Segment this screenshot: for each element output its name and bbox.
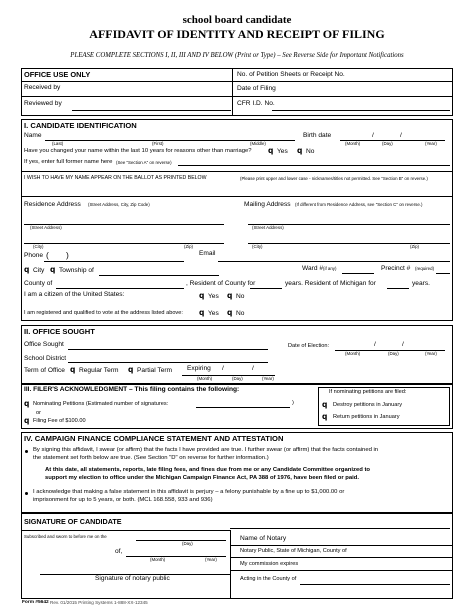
ward-note: (if any) bbox=[323, 266, 337, 271]
petitions-filed-label: If nominating petitions are filed: bbox=[329, 389, 407, 395]
signature-divider bbox=[230, 530, 231, 599]
years-label: years. bbox=[412, 280, 430, 287]
statement-line-1: By signing this affidavit, I swear (or affirm) that the facts I have provided are true. I further swear (or affirm) that the facts contained in bbox=[33, 447, 379, 453]
received-by-label: Received by bbox=[24, 84, 61, 91]
school-district-label: School District bbox=[24, 355, 67, 362]
ward-field[interactable] bbox=[342, 273, 374, 274]
subscribed-label: Subscribed and sworn to before me on the bbox=[24, 534, 107, 539]
zip-caption: (Zip) bbox=[184, 244, 194, 249]
township-checkbox[interactable]: q bbox=[50, 265, 56, 274]
petition-sheets-label: No. of Petition Sheets or Receipt No. bbox=[237, 71, 345, 78]
filing-fee-label: Filing Fee of $100.00 bbox=[33, 418, 86, 424]
filing-fee-checkbox[interactable]: q bbox=[24, 416, 30, 425]
bullet-icon bbox=[25, 450, 28, 453]
no-checkbox[interactable]: q bbox=[297, 146, 303, 155]
form-number: Form #5642 bbox=[22, 600, 49, 605]
city-checkbox[interactable]: q bbox=[24, 265, 30, 274]
precinct-note: (required) bbox=[415, 266, 435, 271]
registered-no-label: No bbox=[236, 310, 245, 317]
signature-title: SIGNATURE OF CANDIDATE bbox=[24, 517, 122, 526]
close-paren: ) bbox=[292, 400, 294, 406]
citizen-no-label: No bbox=[236, 293, 245, 300]
zip-caption: (Zip) bbox=[410, 244, 420, 249]
residence-address-label: Residence Address bbox=[24, 201, 81, 208]
township-of-label: Township of bbox=[59, 267, 94, 274]
acting-county-field[interactable] bbox=[300, 584, 450, 585]
yes-checkbox[interactable]: q bbox=[268, 146, 274, 155]
office-use-divider bbox=[232, 68, 233, 116]
nominating-checkbox[interactable]: q bbox=[24, 399, 30, 408]
expiring-label: Expiring bbox=[187, 365, 211, 372]
nominating-label: Nominating Petitions (Estimated number of signatures: bbox=[33, 401, 169, 407]
ward-label: Ward # bbox=[302, 265, 324, 272]
slash: / bbox=[374, 341, 376, 348]
office-divider bbox=[22, 96, 232, 97]
slash: / bbox=[252, 365, 254, 372]
email-field[interactable] bbox=[218, 261, 450, 262]
street-caption: (Street Address) bbox=[252, 225, 284, 230]
changed-name-question: Have you changed your name within the last 10 years for reasons other than marriage? bbox=[24, 148, 252, 154]
citizen-no-checkbox[interactable]: q bbox=[227, 291, 233, 300]
return-checkbox[interactable]: q bbox=[322, 412, 328, 421]
registered-yes-checkbox[interactable]: q bbox=[199, 308, 205, 317]
acting-county-label: Acting in the County of bbox=[240, 576, 297, 582]
email-label: Email bbox=[199, 250, 216, 257]
year-caption: (Year) bbox=[425, 141, 437, 146]
regular-term-checkbox[interactable]: q bbox=[70, 365, 76, 374]
return-label: Return petitions in January bbox=[333, 414, 400, 420]
or-label: or bbox=[36, 410, 41, 416]
year-caption: (Year) bbox=[262, 376, 274, 381]
township-field[interactable] bbox=[99, 275, 219, 276]
revision-text: Rev. 01/2015 Printing Systems 1-888-XX-12345 bbox=[50, 600, 148, 605]
statement-line-2: the statement set forth below are true. (See Section "D" on reverse for further information.) bbox=[33, 455, 269, 461]
signatures-field[interactable] bbox=[196, 407, 290, 408]
no-label: No bbox=[306, 148, 315, 155]
registered-no-checkbox[interactable]: q bbox=[227, 308, 233, 317]
former-name-label: If yes, enter full former name here bbox=[24, 159, 113, 165]
partial-term-label: Partial Term bbox=[137, 367, 173, 374]
commission-expires-label: My commission expires bbox=[240, 561, 299, 567]
signature-divider bbox=[231, 557, 453, 558]
cfr-id-field[interactable] bbox=[272, 110, 450, 111]
phone-paren: ( bbox=[46, 250, 49, 260]
office-divider bbox=[22, 81, 232, 82]
last-caption: (Last) bbox=[52, 141, 64, 146]
bold-statement-2: support my election to office under the Michigan Campaign Finance Act, PA 388 of 1976, have been filed or paid. bbox=[45, 475, 360, 481]
resident-county-label: , Resident of County for bbox=[186, 280, 256, 287]
of-label: of, bbox=[115, 548, 123, 555]
reviewed-by-label: Reviewed by bbox=[24, 100, 62, 107]
registered-question: I am registered and qualified to vote at the address listed above: bbox=[24, 310, 183, 316]
phone-field[interactable] bbox=[44, 261, 184, 262]
school-district-field[interactable] bbox=[68, 362, 268, 363]
month-caption: (Month) bbox=[345, 141, 361, 146]
phone-paren: ) bbox=[66, 250, 69, 260]
city-option-label: City bbox=[33, 267, 45, 274]
office-sought-field[interactable] bbox=[68, 349, 268, 350]
office-divider bbox=[233, 96, 452, 97]
mailing-address-note: (If different from Residence Address, see "Section C" on reverse.) bbox=[295, 202, 423, 207]
signature-divider bbox=[231, 570, 453, 571]
partial-term-checkbox[interactable]: q bbox=[128, 365, 134, 374]
office-use-title: OFFICE USE ONLY bbox=[24, 70, 91, 79]
first-caption: (First) bbox=[152, 141, 164, 146]
section-2-title: II. OFFICE SOUGHT bbox=[24, 327, 95, 336]
instructions-text: PLEASE COMPLETE SECTIONS I, II, III AND IV BELOW (Print or Type) – See Reverse Side for Important Notifications bbox=[70, 52, 404, 59]
month-caption: (Month) bbox=[345, 351, 361, 356]
regular-term-label: Regular Term bbox=[79, 367, 119, 374]
resident-michigan-label: years. Resident of Michigan for bbox=[285, 280, 376, 287]
former-name-field[interactable] bbox=[178, 165, 450, 166]
mailing-city-field[interactable] bbox=[248, 243, 450, 244]
name-of-notary-label: Name of Notary bbox=[240, 535, 287, 542]
name-label: Name bbox=[24, 132, 42, 139]
section-divider bbox=[21, 530, 230, 531]
signature-divider bbox=[231, 545, 453, 546]
bullet-icon bbox=[25, 492, 28, 495]
bold-statement-1: At this date, all statements, reports, late filing fees, and fines due from me or any Candidate Committee organized to bbox=[45, 467, 371, 473]
section-divider bbox=[21, 171, 453, 172]
mailing-address-label: Mailing Address bbox=[244, 201, 291, 208]
office-divider bbox=[233, 81, 452, 82]
destroy-checkbox[interactable]: q bbox=[322, 400, 328, 409]
yes-label: Yes bbox=[277, 148, 288, 155]
street-caption: (Street Address) bbox=[30, 225, 62, 230]
section-divider bbox=[21, 196, 453, 197]
slash: / bbox=[222, 365, 224, 372]
day-field[interactable] bbox=[136, 540, 226, 541]
destroy-label: Destroy petitions in January bbox=[333, 402, 403, 408]
day-caption: (Day) bbox=[388, 351, 399, 356]
day-caption: (Day) bbox=[382, 141, 393, 146]
former-name-note: (See "Section A" on reverse) bbox=[116, 160, 172, 165]
ballot-name-note: (Please print upper and lower case - nicknames/titles not permitted. See "Section B" on reverse.) bbox=[240, 176, 428, 181]
birth-date-label: Birth date bbox=[303, 132, 332, 139]
county-field[interactable] bbox=[56, 288, 184, 289]
county-years-field[interactable] bbox=[250, 288, 282, 289]
notary-county-label: Notary Public, State of Michigan, County of bbox=[240, 548, 347, 554]
notary-signature-label: Signature of notary public bbox=[95, 575, 170, 582]
citizen-yes-checkbox[interactable]: q bbox=[199, 291, 205, 300]
slash: / bbox=[372, 132, 374, 139]
middle-caption: (Middle) bbox=[250, 141, 266, 146]
term-of-office-label: Term of Office bbox=[24, 367, 65, 374]
city-caption: (City) bbox=[33, 244, 44, 249]
cfr-id-label: CFR I.D. No. bbox=[237, 100, 275, 107]
day-caption: (Day) bbox=[182, 541, 193, 546]
residence-city-field[interactable] bbox=[24, 243, 224, 244]
michigan-years-field[interactable] bbox=[387, 288, 409, 289]
month-caption: (Month) bbox=[150, 557, 166, 562]
day-caption: (Day) bbox=[232, 376, 243, 381]
reviewed-by-field[interactable] bbox=[72, 110, 231, 111]
slash: / bbox=[400, 132, 402, 139]
citizen-question: I am a citizen of the United States: bbox=[24, 291, 125, 298]
citizen-yes-label: Yes bbox=[208, 293, 219, 300]
perjury-line-1: I acknowledge that making a false statement in this affidavit is perjury – a felony punishable by a fine up to $1,000.00 or bbox=[33, 489, 345, 495]
candidate-signature-field[interactable] bbox=[230, 528, 450, 529]
year-caption: (Year) bbox=[425, 351, 437, 356]
date-of-election-label: Date of Election: bbox=[288, 343, 330, 349]
section-3-title: III. FILER'S ACKNOWLEDGMENT – This filing contains the following: bbox=[24, 386, 240, 393]
form-title: AFFIDAVIT OF IDENTITY AND RECEIPT OF FILING bbox=[89, 27, 385, 41]
form-subtitle: school board candidate bbox=[182, 14, 292, 26]
county-of-label: County of bbox=[24, 280, 53, 287]
residence-address-note: (Street Address, City, Zip Code) bbox=[88, 202, 150, 207]
perjury-line-2: imprisonment for up to 5 years, or both. (MCL 168.558, 933 and 936) bbox=[33, 497, 213, 503]
date-of-filing-label: Date of Filing bbox=[237, 85, 276, 92]
phone-label: Phone bbox=[24, 252, 44, 259]
precinct-label: Precinct # bbox=[381, 265, 411, 272]
office-sought-label: Office Sought bbox=[24, 341, 64, 348]
section-1-title: I. CANDIDATE IDENTIFICATION bbox=[24, 121, 137, 130]
month-caption: (Month) bbox=[197, 376, 213, 381]
registered-yes-label: Yes bbox=[208, 310, 219, 317]
ballot-name-label: I WISH TO HAVE MY NAME APPEAR ON THE BALLOT AS PRINTED BELOW bbox=[24, 175, 207, 181]
precinct-field[interactable] bbox=[436, 273, 450, 274]
section-4-title: IV. CAMPAIGN FINANCE COMPLIANCE STATEMENT AND ATTESTATION bbox=[24, 434, 284, 443]
city-caption: (City) bbox=[252, 244, 263, 249]
slash: / bbox=[402, 341, 404, 348]
year-caption: (Year) bbox=[205, 557, 217, 562]
